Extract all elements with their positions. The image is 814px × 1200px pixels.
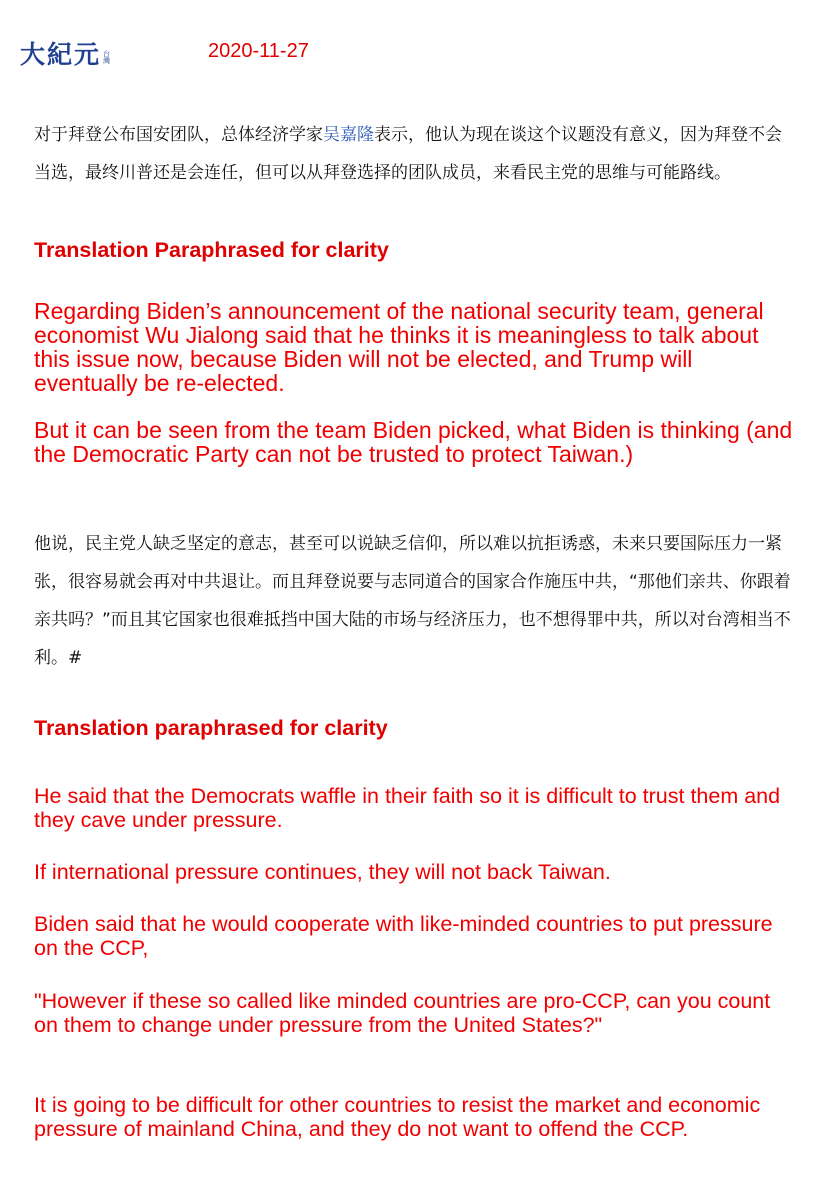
translation-heading-1: Translation Paraphrased for clarity [34,238,389,262]
translation-1-paragraph-1: Regarding Biden’s announcement of the national security team, general economist Wu Jialong said that he thinks it is meaningless to talk about this issue now, because Biden will not be elected, and Trump will eventually be re-elected. [34,298,764,396]
translation-1-paragraph-2: But it can be seen from the team Biden picked, what Biden is thinking (and the Democratic Party can not be trusted to protect Taiwan.) [34,417,793,467]
p1-text-after: 表示，他认为现在谈这个议题没有意义，因为拜登不会当选，最终川普还是会连任，但可以从拜登选择的团队成员，来看民主党的思维与可能路线。 [34,125,782,183]
chinese-paragraph-1 [34,116,794,192]
economist-name-link[interactable]: 吴嘉隆 [323,125,374,145]
chinese-paragraph-2: 他说，民主党人缺乏坚定的意志，甚至可以说缺乏信仰，所以难以抗拒诱惑，未来只要国际压力一紧张，很容易就会再对中共退让。而且拜登说要与志同道合的国家合作施压中共，“那他们亲共、你跟着亲共吗？”而且其它国家也很难抵挡中国大陆的市场与经济压力，也不想得罪中共，所以对台湾相当不利。# [34,534,791,668]
masthead [20,34,111,74]
epoch-times-logo[interactable] [20,39,111,69]
translation-2-paragraph-2: If international pressure continues, they will not back Taiwan. [34,860,611,884]
logo-text: 大紀元 [20,39,102,69]
publish-date: 2020-11-27 [208,40,309,62]
translation-heading-2: Translation paraphrased for clarity [34,716,388,740]
translation-2-paragraph-5: It is going to be difficult for other countries to resist the market and economic pressure of mainland China, and they do not want to offend the CCP. [34,1093,761,1141]
logo-region: 台灣 [103,49,111,65]
translation-2-paragraph-3: Biden said that he would cooperate with like-minded countries to put pressure on the CCP, [34,912,773,960]
p1-text-before: 对于拜登公布国安团队，总体经济学家 [34,125,323,145]
translation-2-paragraph-4: "However if these so called like minded countries are pro-CCP, can you count on them to change under pressure from the United States?" [34,989,771,1037]
translation-2-paragraph-1: He said that the Democrats waffle in their faith so it is difficult to trust them and they cave under pressure. [34,784,781,832]
